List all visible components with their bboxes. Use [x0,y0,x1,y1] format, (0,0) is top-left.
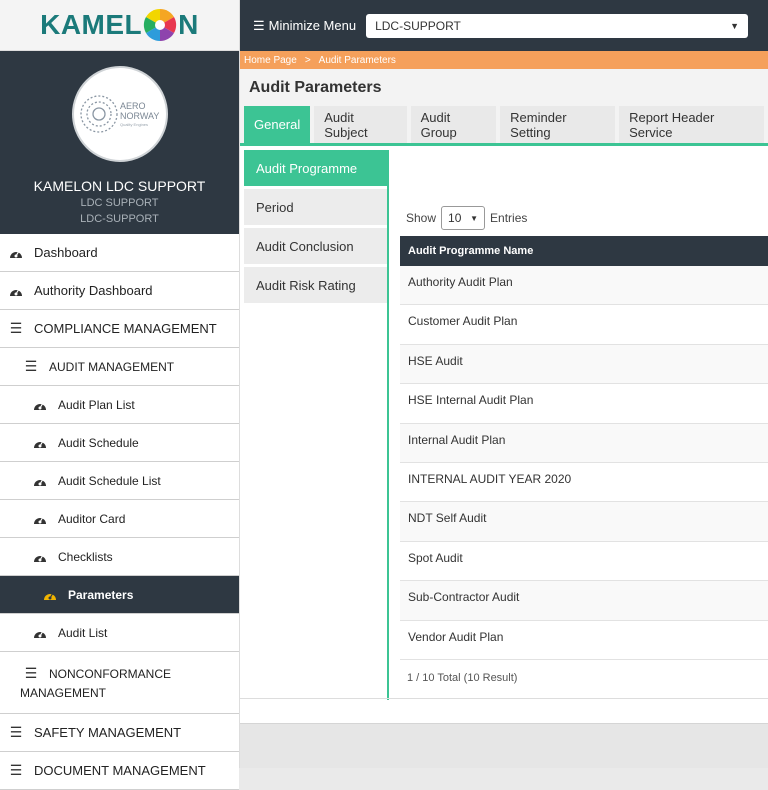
sidebar-item-label: Parameters [68,587,134,602]
breadcrumb-home-link[interactable]: Home Page [244,54,297,66]
page-header [240,69,768,106]
column-header-audit-programme-name[interactable]: Audit Programme Name [400,236,768,266]
dashboard-icon [32,437,48,449]
table-row[interactable]: Authority Audit Plan [400,266,768,305]
svg-text:Quality Engines: Quality Engines [119,122,148,127]
entries-label: Entries [490,211,528,225]
tab-report-header-service[interactable]: Report Header Service [619,106,764,143]
table-row[interactable]: HSE Internal Audit Plan [400,384,768,423]
tab-general[interactable]: General [244,106,310,143]
menu-bars-icon: ☰ [9,762,23,778]
dashboard-icon [32,513,48,525]
table-total-info: 1 / 10 Total (10 Result) [407,671,518,684]
subnav-divider [387,150,389,700]
table-row[interactable]: HSE Audit [400,345,768,384]
breadcrumb [240,51,768,69]
user-profile [0,51,239,234]
sidebar-item-label: DOCUMENT MANAGEMENT [34,763,206,778]
menu-bars-icon: ☰ [9,724,23,740]
minimize-menu-button[interactable] [253,18,356,34]
sidebar-item-document-management[interactable] [0,752,239,790]
subnav-audit-risk-rating[interactable]: Audit Risk Rating [244,267,389,303]
sidebar-item-label: Authority Dashboard [34,283,153,298]
sidebar-item-audit-list[interactable] [0,614,239,652]
tab-audit-group[interactable]: Audit Group [411,106,497,143]
subnav-audit-programme[interactable]: Audit Programme [244,150,389,186]
sidebar-item-label: Dashboard [34,245,98,260]
sidebar-item-label-cont: MANAGEMENT [20,686,107,700]
page-title: Audit Parameters [249,78,382,96]
sidebar-item-label: NONCONFORMANCE [49,666,171,681]
page-length-value: 10 [448,211,462,225]
tab-audit-subject[interactable]: Audit Subject [314,106,406,143]
svg-text:NORWAY: NORWAY [119,111,159,121]
menu-bars-icon: ☰ [24,665,38,681]
sidebar-item-label: Audit Plan List [58,397,135,412]
sidebar-item-audit-management[interactable] [0,348,239,386]
user-name: KAMELON LDC SUPPORT [33,178,206,194]
caret-down-icon: ▼ [470,213,479,223]
subnav-audit-conclusion[interactable]: Audit Conclusion [244,228,389,264]
sidebar-item-authority-dashboard[interactable] [0,272,239,310]
sidebar-item-label: Audit Schedule List [58,473,161,488]
dashboard-icon [8,285,24,297]
dashboard-icon [8,247,24,259]
page-length-select[interactable] [441,206,485,230]
sidebar-item-audit-plan-list[interactable] [0,386,239,424]
show-label: Show [406,211,437,225]
organization-select-value: LDC-SUPPORT [375,18,461,33]
sub-navigation [244,150,389,306]
sidebar-item-dashboard[interactable] [0,234,239,272]
sidebar-item-parameters[interactable] [0,576,239,614]
table-row[interactable]: Customer Audit Plan [400,305,768,344]
sidebar-item-label: Checklists [58,549,113,564]
kamelon-logo[interactable] [40,8,199,42]
menu-bars-icon: ☰ [9,320,23,336]
logo-pinwheel-icon [143,8,177,42]
dashboard-icon [42,589,58,601]
caret-down-icon: ▼ [730,20,740,31]
footer-area [240,723,768,768]
menu-bars-icon: ☰ [24,358,38,374]
minimize-menu-label: Minimize Menu [268,18,357,33]
subnav-period[interactable]: Period [244,189,389,225]
breadcrumb-current: Audit Parameters [318,54,396,66]
sidebar-item-label: Auditor Card [58,511,126,526]
dashboard-icon [32,399,48,411]
table-row[interactable]: INTERNAL AUDIT YEAR 2020 [400,463,768,502]
tab-reminder-setting[interactable]: Reminder Setting [500,106,615,143]
sidebar-item-audit-schedule-list[interactable] [0,462,239,500]
avatar[interactable] [72,66,168,162]
table-row[interactable]: Vendor Audit Plan [400,621,768,660]
sidebar-item-compliance-management[interactable] [0,310,239,348]
table-row[interactable]: Internal Audit Plan [400,424,768,463]
sidebar-item-audit-schedule[interactable] [0,424,239,462]
tab-bar [240,106,768,146]
sidebar-item-checklists[interactable] [0,538,239,576]
sidebar-item-safety-management[interactable] [0,714,239,752]
page-length-control [406,206,768,230]
aero-norway-logo-icon [75,84,165,144]
sidebar-item-label: SAFETY MANAGEMENT [34,725,182,740]
sidebar-item-label: COMPLIANCE MANAGEMENT [34,321,217,336]
sidebar-item-auditor-card[interactable] [0,500,239,538]
svg-text:AERO: AERO [119,101,146,111]
content-panel [240,146,768,723]
dashboard-icon [32,627,48,639]
table-row[interactable]: NDT Self Audit [400,502,768,541]
audit-programme-table [400,206,768,684]
table-row[interactable]: Sub-Contractor Audit [400,581,768,620]
indent-icon: ☰ [253,17,265,33]
sidebar-item-label: Audit List [58,625,108,640]
logo-text-right: N [178,9,199,40]
table-row[interactable]: Spot Audit [400,542,768,581]
dashboard-icon [32,551,48,563]
organization-select[interactable] [366,14,748,38]
panel-bottom-border [240,698,768,699]
sidebar-item-nonconformance-management[interactable] [0,652,239,714]
sidebar-item-label: Audit Schedule [58,435,139,450]
dashboard-icon [32,475,48,487]
sidebar [0,0,240,778]
sidebar-item-label: AUDIT MANAGEMENT [49,359,175,374]
user-role: LDC SUPPORT [80,197,159,209]
top-bar [240,0,768,51]
logo-bar [0,0,239,51]
user-org: LDC-SUPPORT [80,213,159,225]
breadcrumb-separator: > [304,54,311,66]
logo-text-left: KAMEL [40,9,143,40]
